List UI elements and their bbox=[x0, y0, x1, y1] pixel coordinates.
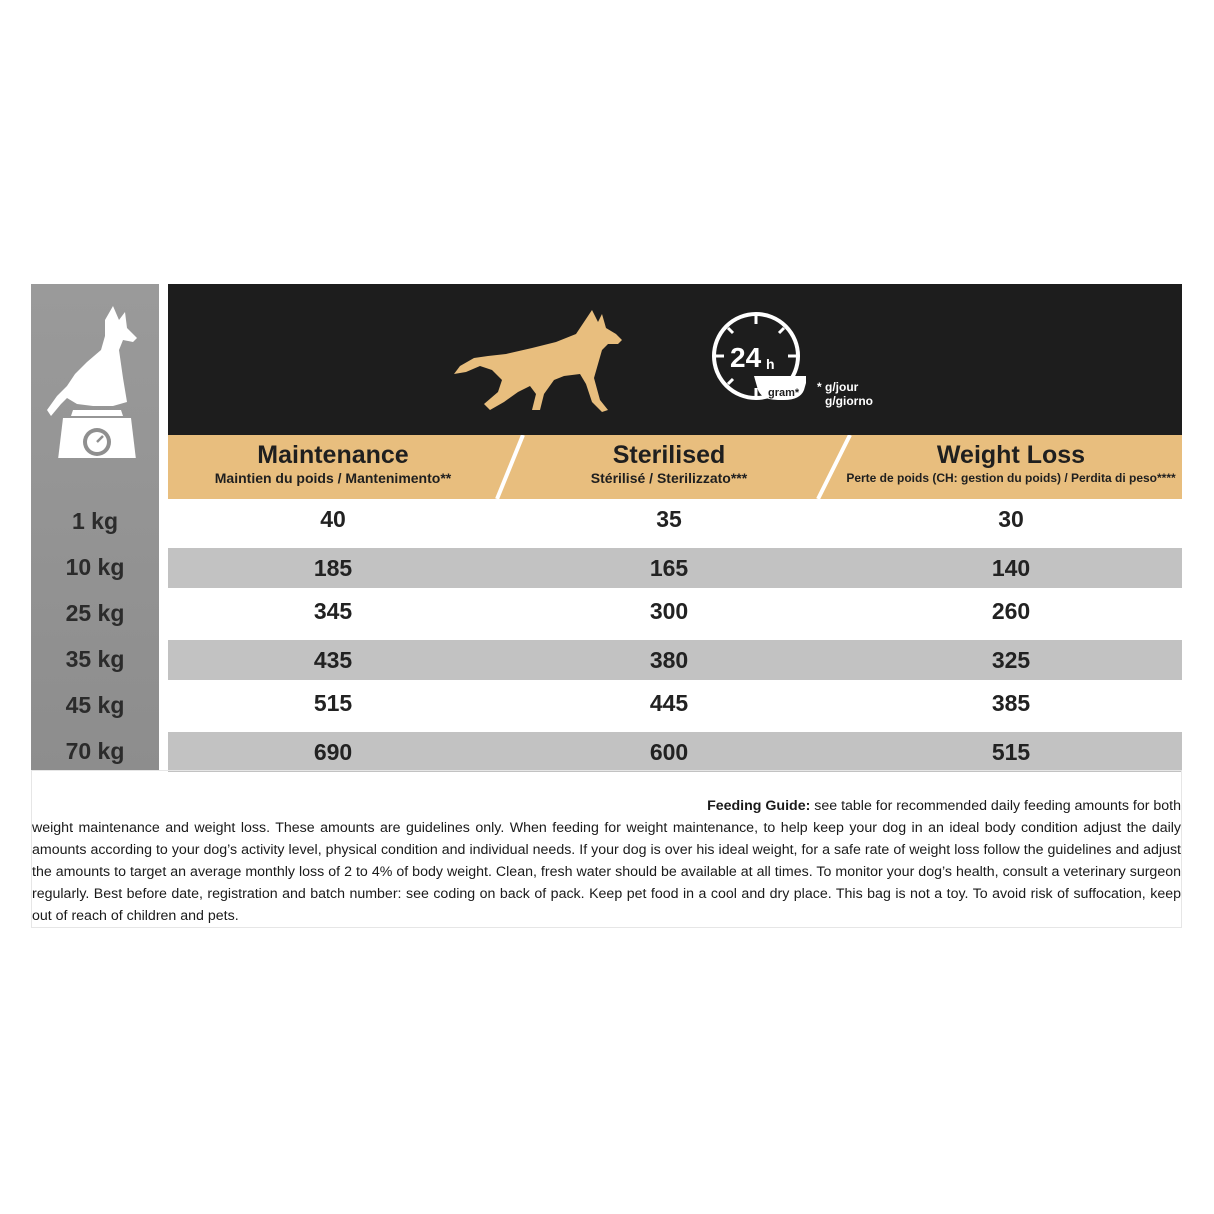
table-cell: 690 bbox=[313, 739, 353, 765]
weight-label: 25 kg bbox=[65, 600, 125, 626]
table-cell: 165 bbox=[649, 555, 689, 581]
table-cell: 185 bbox=[313, 555, 353, 581]
table-cell: 445 bbox=[649, 690, 689, 716]
column-header-sterilised bbox=[498, 435, 840, 499]
gram-label: gram* bbox=[768, 387, 800, 399]
column-header-weight-loss bbox=[840, 435, 1182, 499]
table-cell: 140 bbox=[991, 555, 1031, 581]
table-cell: 325 bbox=[991, 647, 1031, 673]
table-row bbox=[168, 499, 1182, 545]
table-cell: 260 bbox=[991, 598, 1031, 624]
feeding-table-body bbox=[168, 499, 1182, 775]
column-subtitle: Stérilisé / Sterilizzato*** bbox=[590, 470, 748, 486]
weight-label: 35 kg bbox=[65, 646, 125, 672]
dog-on-scale-icon bbox=[39, 298, 151, 458]
table-row bbox=[168, 683, 1182, 729]
column-header-maintenance bbox=[168, 435, 498, 499]
table-cell: 435 bbox=[313, 647, 353, 673]
gram-notes bbox=[817, 380, 873, 408]
table-cell: 40 bbox=[320, 506, 346, 532]
column-subtitle: Maintien du poids / Mantenimento** bbox=[214, 470, 452, 486]
table-row bbox=[168, 591, 1182, 637]
table-cell: 380 bbox=[649, 647, 689, 673]
weight-label: 70 kg bbox=[65, 738, 125, 764]
table-cell: 385 bbox=[991, 690, 1031, 716]
feeding-guide-lead-text: see table for recommended daily feeding amounts for both bbox=[810, 798, 1181, 814]
column-title: Sterilised bbox=[612, 441, 726, 469]
table-cell: 300 bbox=[649, 598, 689, 624]
table-row bbox=[168, 545, 1182, 591]
clock-24h-icon bbox=[706, 310, 806, 410]
walking-dog-icon bbox=[452, 304, 624, 416]
table-cell: 515 bbox=[991, 739, 1031, 765]
clock-unit: h bbox=[766, 356, 775, 372]
feeding-guide-body: weight maintenance and weight loss. These amounts are guidelines only. When feeding for weight maintenance, to help keep your dog in an ideal body condition adjust the daily amounts according to your dog’s activity level, physical condition and individual needs. If your dog is over his ideal weight, for a safe rate of weight loss follow the guidelines and adjust the amounts to target an average monthly loss of 2 to 4% of body weight. Clean, fresh water should be available at all times. To monitor your dog’s health, consult a veterinary surgeon regularly. Best before date, registration and batch number: see coding on back of pack. Keep pet food in a cool and dry place. This bag is not a toy. To avoid risk of suffocation, keep out of reach of children and pets. bbox=[32, 820, 1181, 924]
table-cell: 35 bbox=[656, 506, 682, 532]
weight-label: 10 kg bbox=[65, 554, 125, 580]
weight-label: 45 kg bbox=[65, 692, 125, 718]
table-cell: 345 bbox=[313, 598, 353, 624]
weight-sidebar bbox=[31, 284, 159, 770]
column-headers bbox=[168, 435, 1182, 499]
column-subtitle: Perte de poids (CH: gestion du poids) / Perdita di peso**** bbox=[846, 471, 1176, 485]
column-title: Weight Loss bbox=[936, 441, 1086, 469]
feeding-guide-heading: Feeding Guide: bbox=[707, 798, 811, 814]
table-cell: 600 bbox=[649, 739, 689, 765]
table-row bbox=[168, 729, 1182, 775]
table-cell: 30 bbox=[998, 506, 1024, 532]
feeding-guide-lead bbox=[32, 795, 1181, 817]
table-cell: 515 bbox=[313, 690, 353, 716]
column-title: Maintenance bbox=[257, 441, 409, 469]
weight-label: 1 kg bbox=[71, 508, 119, 534]
table-header-banner bbox=[168, 284, 1182, 435]
gram-note-line: * g/jour bbox=[817, 380, 859, 394]
table-row bbox=[168, 637, 1182, 683]
weight-labels bbox=[31, 498, 159, 774]
feeding-guide bbox=[31, 770, 1182, 928]
gram-note-line: g/giorno bbox=[825, 394, 873, 408]
clock-number: 24 bbox=[730, 342, 762, 373]
